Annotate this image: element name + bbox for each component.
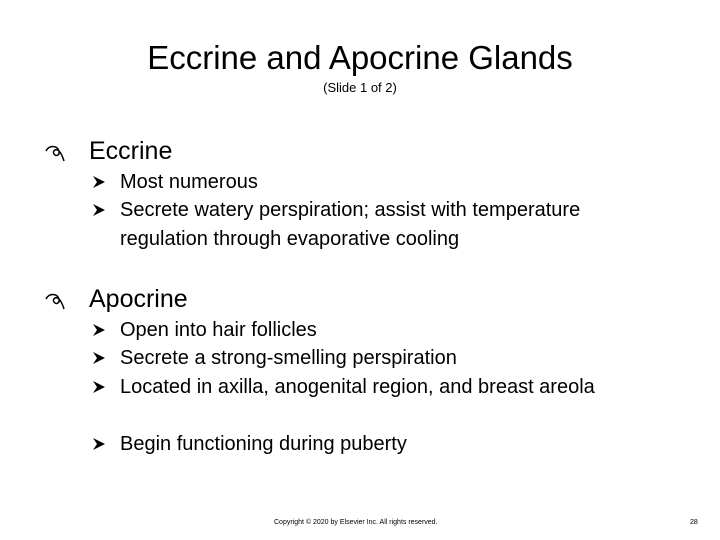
bullet-apocrine-1: Open into hair follicles (120, 319, 317, 341)
slide-title: Eccrine and Apocrine Glands (147, 39, 573, 76)
arrowhead-bullet-icon (92, 380, 106, 394)
bullet-apocrine-3: Located in axilla, anogenital region, and breast areola (120, 376, 595, 398)
bullet-apocrine-2: Secrete a strong-smelling perspiration (120, 347, 457, 369)
bullet-eccrine-1: Most numerous (120, 171, 258, 193)
arrowhead-bullet-icon (92, 437, 106, 451)
curl-bullet-icon (44, 290, 66, 312)
bullet-apocrine-4: Begin functioning during puberty (120, 433, 407, 455)
section-heading-eccrine: Eccrine (89, 137, 173, 165)
bullet-eccrine-2: Secrete watery perspiration; assist with temperature regulation through evaporative cooling (120, 199, 581, 250)
curl-bullet-icon (44, 142, 66, 164)
page-number: 28 (690, 519, 698, 526)
arrowhead-bullet-icon (92, 351, 106, 365)
slide-subtitle: (Slide 1 of 2) (323, 80, 397, 95)
arrowhead-bullet-icon (92, 323, 106, 337)
arrowhead-bullet-icon (92, 203, 106, 217)
section-heading-apocrine: Apocrine (89, 285, 188, 313)
arrowhead-bullet-icon (92, 175, 106, 189)
copyright-footer: Copyright © 2020 by Elsevier Inc. All rights reserved. (274, 519, 438, 526)
